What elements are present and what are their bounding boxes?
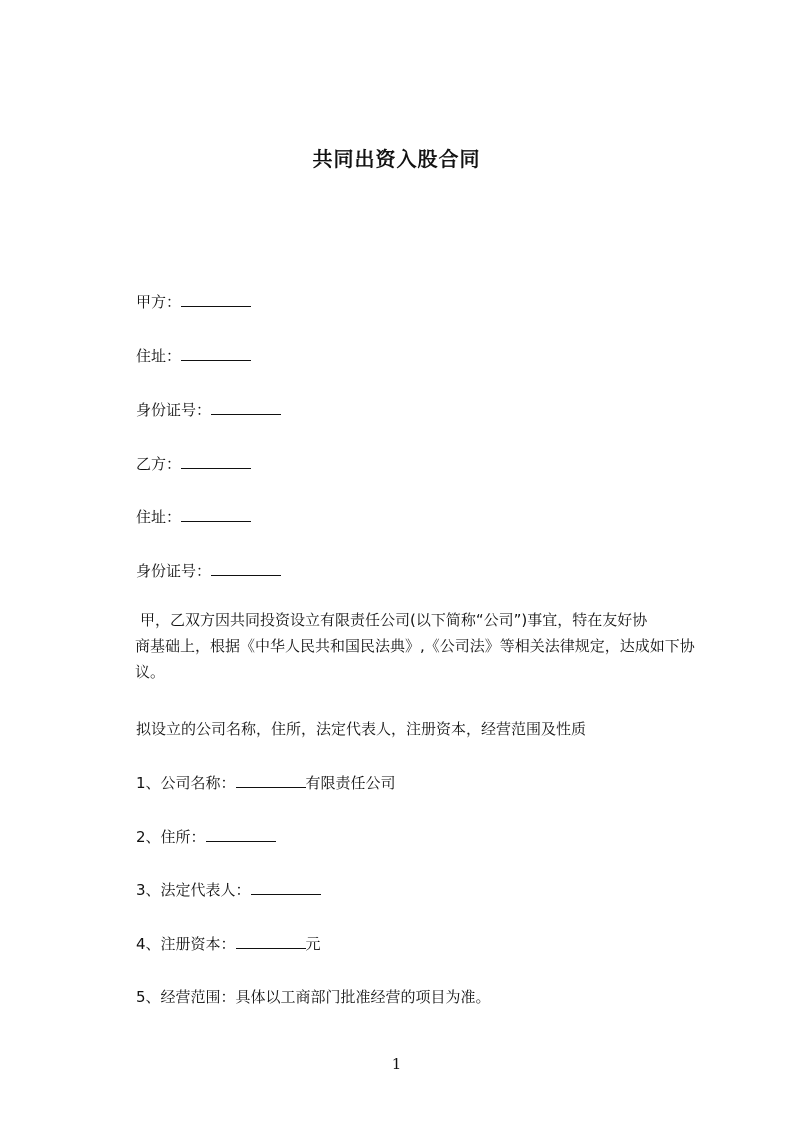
party-a-address-label: 住址： xyxy=(136,347,182,365)
party-b-id-label: 身份证号： xyxy=(136,562,212,580)
preamble-line-1: 甲，乙双方因共同投资设立有限责任公司(以下简称“公司”)事宜，特在友好协 xyxy=(140,611,648,629)
item-legal-representative-label: 3、法定代表人： xyxy=(136,881,251,899)
item-registered-capital xyxy=(136,933,321,954)
party-b-name-blank[interactable] xyxy=(181,454,251,469)
item-business-scope xyxy=(136,986,491,1007)
party-b-address-line xyxy=(136,506,251,527)
item-residence xyxy=(136,826,276,847)
company-name-blank[interactable] xyxy=(236,773,306,788)
party-a-name-line xyxy=(136,291,251,312)
party-a-id-label: 身份证号： xyxy=(136,401,212,419)
party-b-name-label: 乙方： xyxy=(136,455,182,473)
party-a-id-line xyxy=(136,399,281,420)
party-b-address-label: 住址： xyxy=(136,508,182,526)
item-registered-capital-suffix: 元 xyxy=(305,935,321,953)
preamble-line-3: 议。 xyxy=(135,663,166,681)
item-company-name-suffix: 有限责任公司 xyxy=(305,774,396,792)
document-title: 共同出资入股合同 xyxy=(312,147,481,171)
party-a-name-label: 甲方： xyxy=(136,293,182,311)
page-number: 1 xyxy=(391,1055,402,1073)
party-b-id-blank[interactable] xyxy=(211,561,281,576)
item-residence-label: 2、住所： xyxy=(136,828,206,846)
item-business-scope-label: 5、经营范围：具体以工商部门批准经营的项目为准。 xyxy=(136,988,491,1006)
party-a-address-line xyxy=(136,345,251,366)
party-a-name-blank[interactable] xyxy=(181,292,251,307)
party-b-name-line xyxy=(136,453,251,474)
item-company-name-label: 1、公司名称： xyxy=(136,774,236,792)
item-company-name xyxy=(136,772,396,793)
legal-representative-blank[interactable] xyxy=(251,880,321,895)
party-b-id-line xyxy=(136,560,281,581)
preamble-line-2: 商基础上，根据《中华人民共和国民法典》,《公司法》等相关法律规定，达成如下协 xyxy=(135,637,695,655)
party-a-address-blank[interactable] xyxy=(181,346,251,361)
residence-blank[interactable] xyxy=(206,827,276,842)
party-a-id-blank[interactable] xyxy=(211,400,281,415)
section-heading: 拟设立的公司名称，住所，法定代表人，注册资本，经营范围及性质 xyxy=(136,720,587,738)
preamble-paragraph xyxy=(136,607,711,685)
item-legal-representative xyxy=(136,879,321,900)
registered-capital-blank[interactable] xyxy=(236,934,306,949)
party-b-address-blank[interactable] xyxy=(181,507,251,522)
item-registered-capital-label: 4、注册资本： xyxy=(136,935,236,953)
